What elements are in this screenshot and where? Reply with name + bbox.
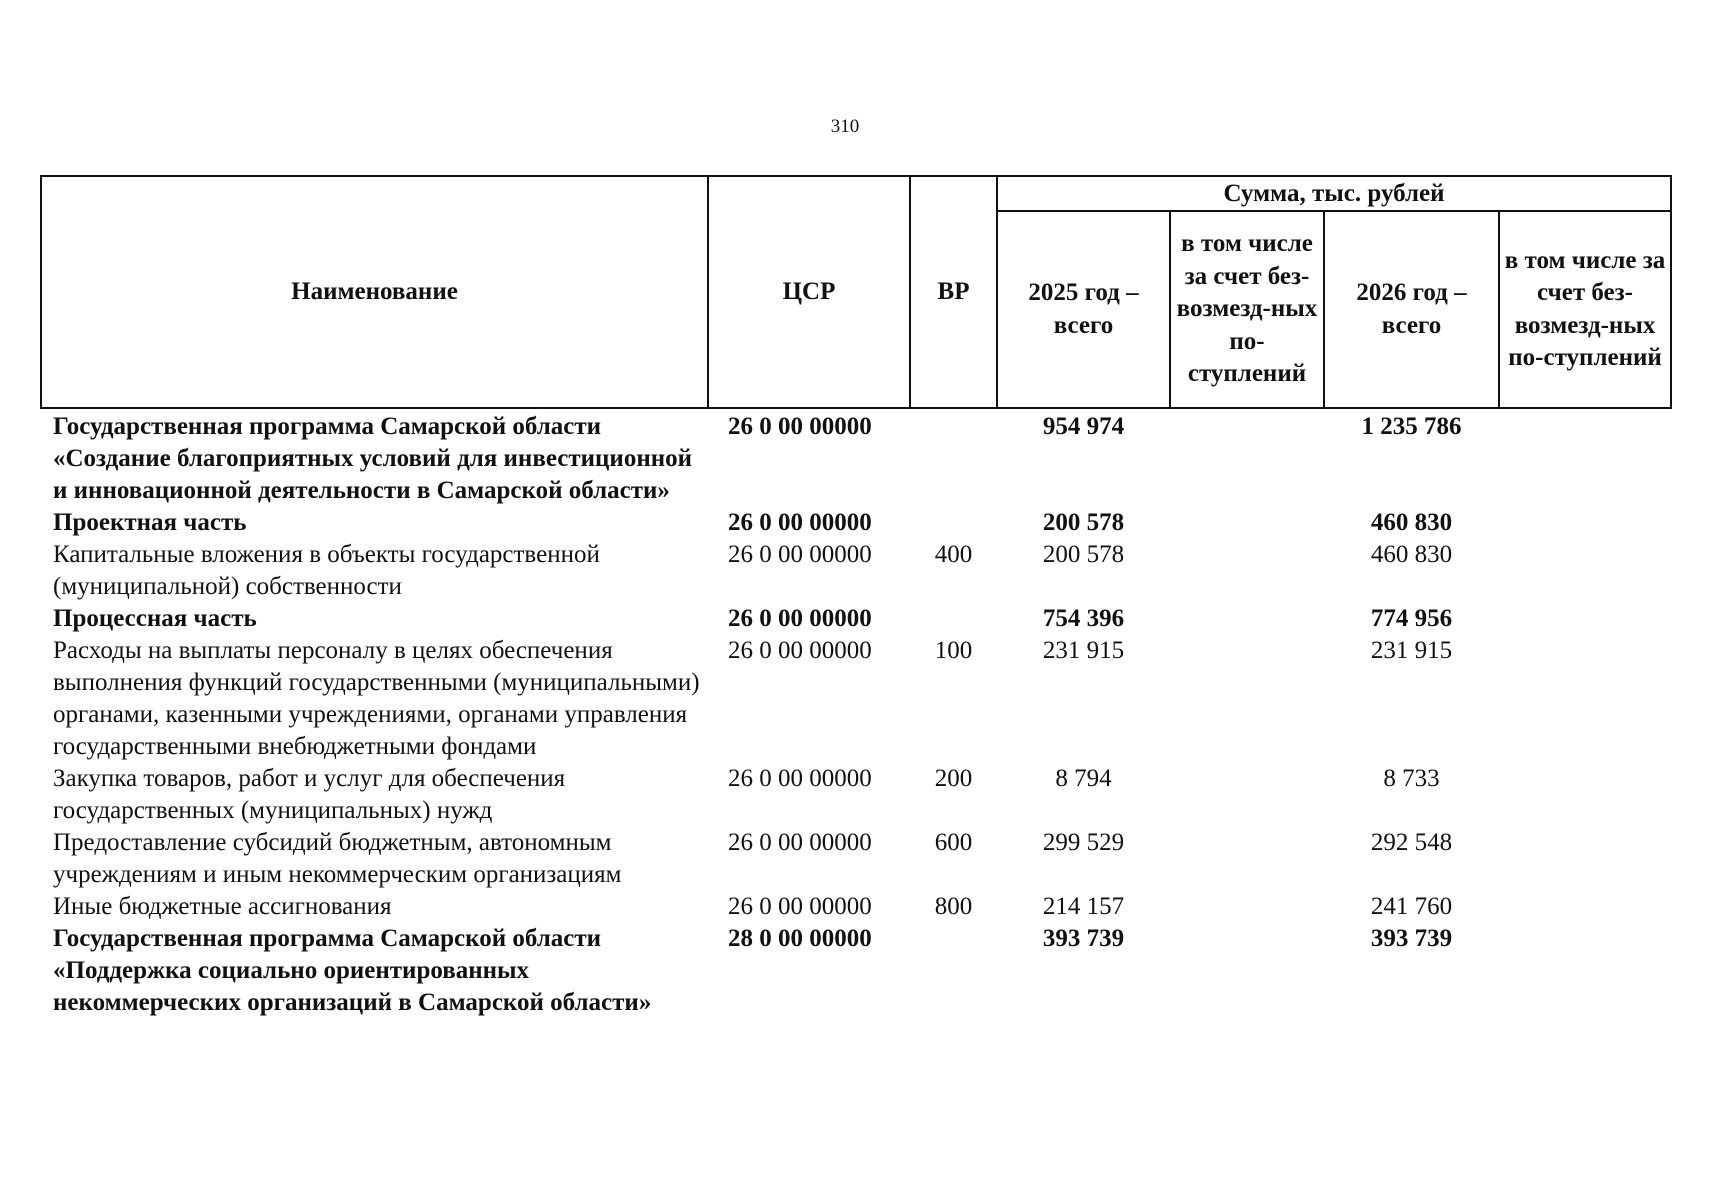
row-2026-free bbox=[1499, 827, 1671, 891]
row-2026-total: 231 915 bbox=[1370, 637, 1453, 664]
row-2026-total: 774 956 bbox=[1370, 605, 1453, 632]
row-csr: 26 0 00 00000 bbox=[728, 509, 872, 536]
table-row bbox=[41, 891, 1671, 923]
row-2025-free bbox=[1170, 827, 1324, 891]
row-2026-total: 460 830 bbox=[1370, 541, 1453, 568]
row-2026-total: 8 733 bbox=[1383, 765, 1440, 792]
row-2025-total: 200 578 bbox=[1042, 541, 1125, 568]
row-2025-total: 754 396 bbox=[1042, 605, 1125, 632]
row-2025-free bbox=[1170, 507, 1324, 539]
table-row bbox=[41, 507, 1671, 539]
header-2025-free: в том числе за счет без-возмезд-ных по-ступлений bbox=[1170, 211, 1324, 408]
row-csr: 26 0 00 00000 bbox=[728, 605, 872, 632]
row-vr: 400 bbox=[934, 541, 973, 568]
row-2026-free bbox=[1499, 635, 1671, 763]
row-csr: 26 0 00 00000 bbox=[728, 829, 872, 856]
row-2026-free bbox=[1499, 507, 1671, 539]
row-2026-total: 1 235 786 bbox=[1361, 413, 1462, 440]
row-name: Проектная часть bbox=[53, 509, 247, 536]
row-2025-free bbox=[1170, 763, 1324, 827]
row-2026-total: 292 548 bbox=[1370, 829, 1453, 856]
row-name: Расходы на выплаты персоналу в целях обеспечения выполнения функций государственными (муниципальными) органами, казенными учреждениями, органами управления государственными внебюджетными фондами bbox=[53, 637, 700, 760]
row-2025-total: 8 794 bbox=[1055, 765, 1112, 792]
row-csr: 26 0 00 00000 bbox=[728, 413, 872, 440]
row-vr: 100 bbox=[934, 637, 973, 664]
row-csr: 28 0 00 00000 bbox=[728, 925, 872, 952]
row-csr: 26 0 00 00000 bbox=[728, 765, 872, 792]
row-2026-free bbox=[1499, 539, 1671, 603]
row-vr bbox=[910, 603, 997, 635]
row-vr: 800 bbox=[934, 893, 973, 920]
row-2026-free bbox=[1499, 891, 1671, 923]
row-name: Государственная программа Самарской области «Создание благоприятных условий для инвестиционной и инновационной деятельности в Самарской области» bbox=[53, 413, 693, 504]
row-2025-total: 393 739 bbox=[1042, 925, 1125, 952]
row-2025-free bbox=[1170, 891, 1324, 923]
header-2025-total: 2025 год – всего bbox=[997, 211, 1170, 408]
row-2026-free bbox=[1499, 408, 1671, 507]
row-2026-total: 460 830 bbox=[1370, 509, 1453, 536]
table-body bbox=[41, 408, 1671, 1019]
row-csr: 26 0 00 00000 bbox=[728, 541, 872, 568]
row-2025-total: 200 578 bbox=[1042, 509, 1125, 536]
row-name: Капитальные вложения в объекты государственной (муниципальной) собственности bbox=[53, 541, 600, 600]
header-name: Наименование bbox=[41, 176, 708, 408]
table-header bbox=[41, 176, 1671, 408]
row-vr bbox=[910, 408, 997, 507]
row-2025-total: 299 529 bbox=[1042, 829, 1125, 856]
table-row bbox=[41, 635, 1671, 763]
header-vr: ВР bbox=[910, 176, 997, 408]
row-2025-free bbox=[1170, 923, 1324, 1019]
row-2025-free bbox=[1170, 603, 1324, 635]
row-name: Предоставление субсидий бюджетным, автономным учреждениям и иным некоммерческим организациям bbox=[53, 829, 622, 888]
row-2025-total: 954 974 bbox=[1042, 413, 1125, 440]
row-csr: 26 0 00 00000 bbox=[728, 637, 872, 664]
row-vr bbox=[910, 923, 997, 1019]
row-2026-total: 241 760 bbox=[1370, 893, 1453, 920]
table-row bbox=[41, 408, 1671, 507]
table-row bbox=[41, 539, 1671, 603]
row-2025-free bbox=[1170, 635, 1324, 763]
table-row bbox=[41, 827, 1671, 891]
row-2025-total: 214 157 bbox=[1042, 893, 1125, 920]
page-number: 310 bbox=[830, 116, 860, 137]
row-name: Государственная программа Самарской области «Поддержка социально ориентированных некоммерческих организаций в Самарской области» bbox=[53, 925, 652, 1016]
row-2026-free bbox=[1499, 763, 1671, 827]
row-name: Закупка товаров, работ и услуг для обеспечения государственных (муниципальных) нужд bbox=[53, 765, 566, 824]
row-2025-free bbox=[1170, 408, 1324, 507]
budget-table bbox=[40, 175, 1672, 1019]
row-2025-total: 231 915 bbox=[1042, 637, 1125, 664]
table-row bbox=[41, 923, 1671, 1019]
header-csr: ЦСР bbox=[708, 176, 910, 408]
row-name: Процессная часть bbox=[53, 605, 257, 632]
row-2026-free bbox=[1499, 603, 1671, 635]
row-vr bbox=[910, 507, 997, 539]
header-sum-group: Сумма, тыс. рублей bbox=[997, 176, 1671, 211]
table-row bbox=[41, 603, 1671, 635]
table-row bbox=[41, 763, 1671, 827]
header-2026-total: 2026 год – всего bbox=[1324, 211, 1499, 408]
row-csr: 26 0 00 00000 bbox=[728, 893, 872, 920]
row-2026-total: 393 739 bbox=[1370, 925, 1453, 952]
row-vr: 600 bbox=[934, 829, 973, 856]
row-name: Иные бюджетные ассигнования bbox=[53, 893, 392, 920]
row-2026-free bbox=[1499, 923, 1671, 1019]
row-2025-free bbox=[1170, 539, 1324, 603]
row-vr: 200 bbox=[934, 765, 973, 792]
header-2026-free: в том числе за счет без-возмезд-ных по-ступлений bbox=[1499, 211, 1671, 408]
